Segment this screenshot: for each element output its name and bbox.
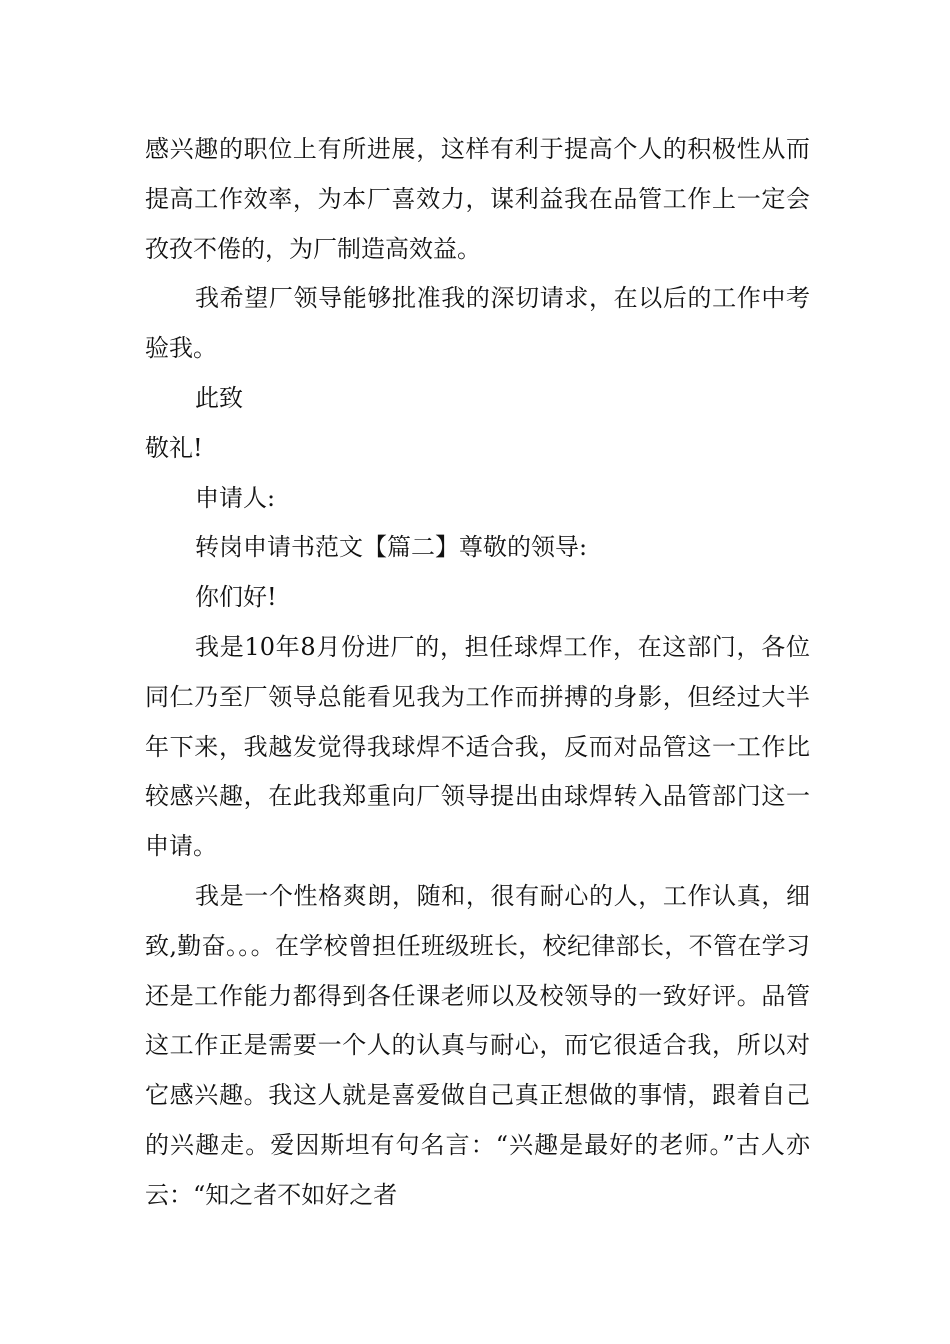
paragraph-9: 我是一个性格爽朗，随和，很有耐心的人，工作认真，细致,勤奋。。。在学校曾担任班级班长，校纪律部长，不管在学习还是工作能力都得到各任课老师以及校领导的一致好评。品管这工作正是需要一个人的认真与耐心，而它很适合我，所以对它感兴趣。我这人就是喜爱做自己真正想做的事情，跟着自己的兴趣走。爱因斯坦有句名言：“兴趣是最好的老师。”古人亦云：“知之者不如好之者 [145, 881, 810, 1209]
closing-regards: 敬礼! [145, 433, 203, 462]
document-body [145, 125, 810, 1221]
paragraph-2: 我希望厂领导能够批准我的深切请求，在以后的工作中考验我。 [145, 284, 810, 363]
applicant-label: 申请人: [195, 483, 276, 512]
paragraph-1: 感兴趣的职位上有所进展，这样有利于提高个人的积极性从而提高工作效率，为本厂喜效力，谋利益我在品管工作上一定会孜孜不倦的，为厂制造高效益。 [145, 135, 810, 263]
closing-salutation: 此致 [195, 383, 243, 412]
paragraph-8: 我是10年8月份进厂的，担任球焊工作，在这部门，各位同仁乃至厂领导总能看见我为工作而拼搏的身影，但经过大半年下来，我越发觉得我球焊不适合我，反而对品管这一工作比较感兴趣，在此我郑重向厂领导提出由球焊转入品管部门这一申请。 [145, 632, 810, 861]
greeting: 你们好! [195, 583, 277, 612]
section-heading: 转岗申请书范文【篇二】尊敬的领导: [195, 533, 588, 562]
